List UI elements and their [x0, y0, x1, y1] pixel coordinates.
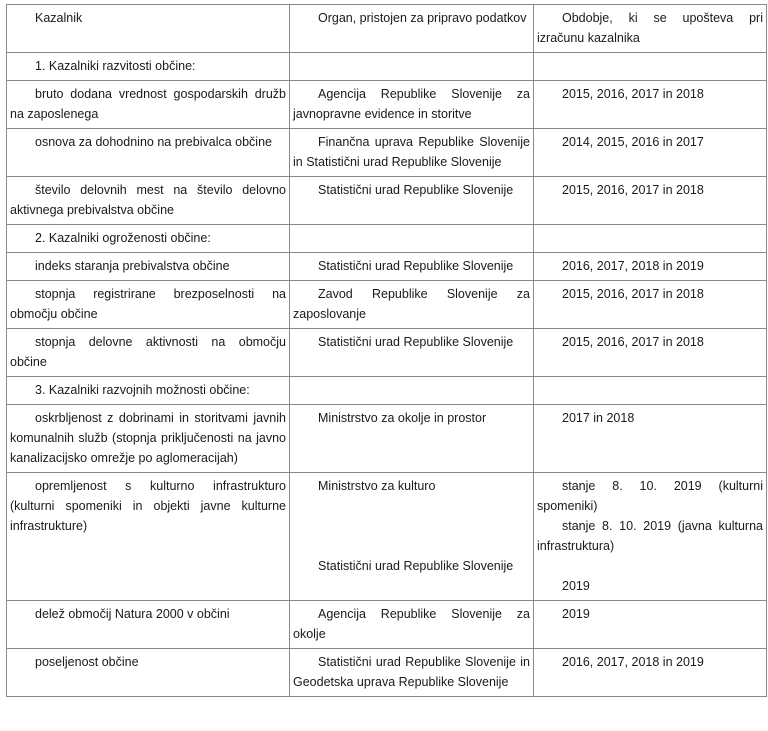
organ-cell: Agencija Republike Slovenije za okolje [290, 601, 534, 649]
indicator-table [6, 4, 767, 697]
header-indicator: Kazalnik [7, 5, 290, 53]
table-row [7, 405, 767, 473]
organ-cell: Finančna uprava Republike Slovenije in Statistični urad Republike Slovenije [290, 129, 534, 177]
indicator-cell: stopnja delovne aktivnosti na območju občine [7, 329, 290, 377]
period-cell: 2015, 2016, 2017 in 2018 [534, 177, 767, 225]
empty-cell [290, 377, 534, 405]
indicator-cell: bruto dodana vrednost gospodarskih družb na zaposlenega [7, 81, 290, 129]
organ-text: Statistični urad Republike Slovenije [318, 559, 514, 573]
table-row [7, 253, 767, 281]
organ-cell: Statistični urad Republike Slovenije in Geodetska uprava Republike Slovenije [290, 649, 534, 697]
organ-cell: Agencija Republike Slovenije za javnopravne evidence in storitve [290, 81, 534, 129]
empty-cell [534, 53, 767, 81]
section-row [7, 53, 767, 81]
section-label: 2. Kazalniki ogroženosti občine: [7, 225, 290, 253]
period-text: stanje 8. 10. 2019 (kulturni spomeniki) [537, 479, 763, 513]
organ-cell: Statistični urad Republike Slovenije [290, 329, 534, 377]
header-organ: Organ, pristojen za pripravo podatkov [290, 5, 534, 53]
table-header-row [7, 5, 767, 53]
empty-cell [534, 225, 767, 253]
table-row [7, 329, 767, 377]
section-row [7, 225, 767, 253]
table-row [7, 281, 767, 329]
table-row [7, 601, 767, 649]
period-cell: 2015, 2016, 2017 in 2018 [534, 329, 767, 377]
header-period: Obdobje, ki se upošteva pri izračunu kazalnika [534, 5, 767, 53]
table-row [7, 473, 767, 601]
indicator-cell: osnova za dohodnino na prebivalca občine [7, 129, 290, 177]
table-row [7, 129, 767, 177]
period-cell: 2016, 2017, 2018 in 2019 [534, 253, 767, 281]
period-cell: 2017 in 2018 [534, 405, 767, 473]
period-cell: 2015, 2016, 2017 in 2018 [534, 281, 767, 329]
empty-cell [290, 53, 534, 81]
period-cell: 2016, 2017, 2018 in 2019 [534, 649, 767, 697]
organ-cell: Zavod Republike Slovenije za zaposlovanje [290, 281, 534, 329]
indicator-cell: oskrbljenost z dobrinami in storitvami javnih komunalnih služb (stopnja priključenosti na javno kanalizacijsko omrežje po aglomeracijah) [7, 405, 290, 473]
empty-cell [290, 225, 534, 253]
section-label: 3. Kazalniki razvojnih možnosti občine: [7, 377, 290, 405]
table-row [7, 649, 767, 697]
organ-cell: Statistični urad Republike Slovenije [290, 177, 534, 225]
period-cell: 2015, 2016, 2017 in 2018 [534, 81, 767, 129]
period-text: stanje 8. 10. 2019 (javna kulturna infrastruktura) [537, 519, 763, 553]
table-row [7, 81, 767, 129]
indicator-cell: poseljenost občine [7, 649, 290, 697]
period-cell: 2014, 2015, 2016 in 2017 [534, 129, 767, 177]
section-label: 1. Kazalniki razvitosti občine: [7, 53, 290, 81]
period-cell: 2019 [534, 601, 767, 649]
indicator-cell: delež območij Natura 2000 v občini [7, 601, 290, 649]
indicator-cell: število delovnih mest na število delovno aktivnega prebivalstva občine [7, 177, 290, 225]
organ-cell: Ministrstvo za okolje in prostor [290, 405, 534, 473]
period-text: 2019 [562, 579, 590, 593]
organ-cell: Statistični urad Republike Slovenije [290, 253, 534, 281]
section-row [7, 377, 767, 405]
empty-cell [534, 377, 767, 405]
indicator-cell: opremljenost s kulturno infrastrukturo (kulturni spomeniki in objekti javne kulturne infrastrukture) [7, 473, 290, 601]
indicator-cell: stopnja registrirane brezposelnosti na območju občine [7, 281, 290, 329]
organ-cell [290, 473, 534, 601]
period-cell [534, 473, 767, 601]
indicator-cell: indeks staranja prebivalstva občine [7, 253, 290, 281]
organ-text: Ministrstvo za kulturo [318, 479, 436, 493]
table-row [7, 177, 767, 225]
